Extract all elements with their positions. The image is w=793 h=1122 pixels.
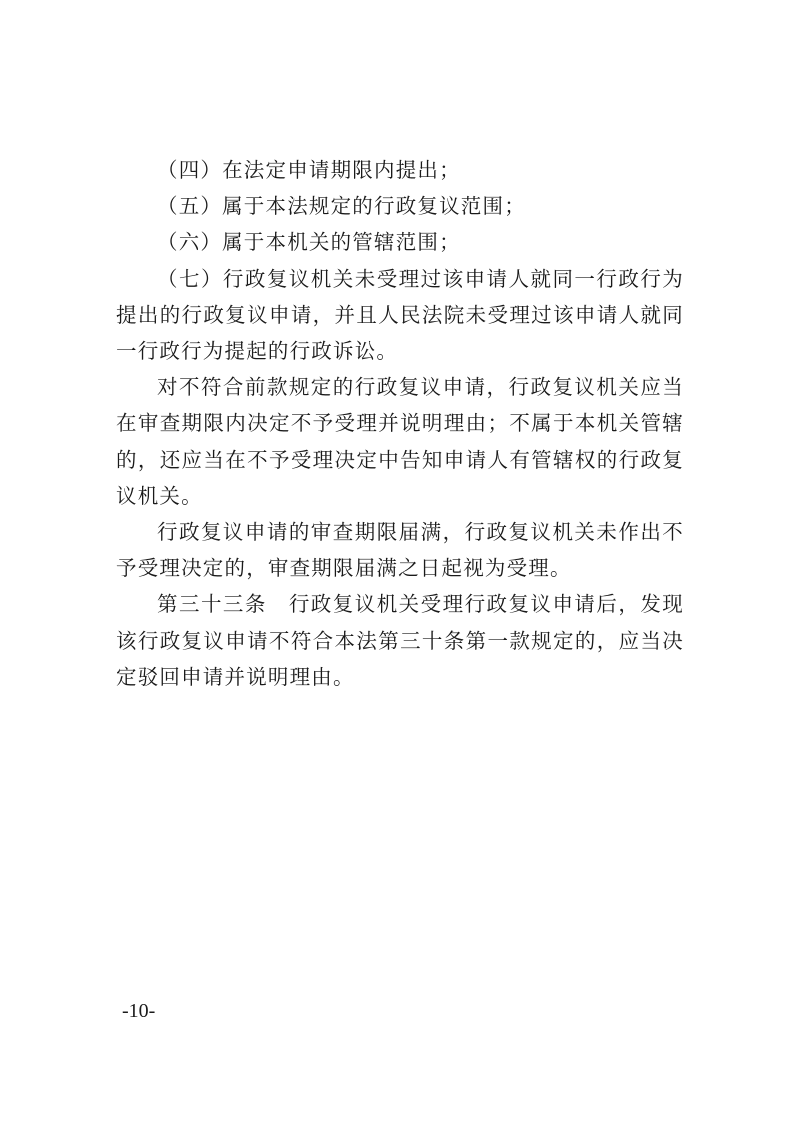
clause-five: （五）属于本法规定的行政复议范围； xyxy=(157,194,526,219)
clause-seven: （七）行政复议机关未受理过该申请人就同一行政行为提出的行政复议申请，并且人民法院未受理过该申请人就同一行政行为提起的行政诉讼。 xyxy=(116,266,684,364)
article-thirty-three: 第三十三条 行政复议机关受理行政复议申请后，发现该行政复议申请不符合本法第三十条第一款规定的，应当决定驳回申请并说明理由。 xyxy=(116,592,684,689)
clause-four: （四）在法定申请期限内提出； xyxy=(157,158,461,182)
page-number: -10- xyxy=(122,1000,156,1022)
document-body xyxy=(116,152,684,695)
paragraph-rejection: 对不符合前款规定的行政复议申请，行政复议机关应当在审查期限内决定不予受理并说明理由；不属于本机关管辖的，还应当在不予受理决定中告知申请人有管辖权的行政复议机关。 xyxy=(116,375,684,508)
paragraph-deemed-accepted: 行政复议申请的审查期限届满，行政复议机关未作出不予受理决定的，审查期限届满之日起视为受理。 xyxy=(116,520,684,581)
clause-six: （六）属于本机关的管辖范围； xyxy=(157,230,461,255)
